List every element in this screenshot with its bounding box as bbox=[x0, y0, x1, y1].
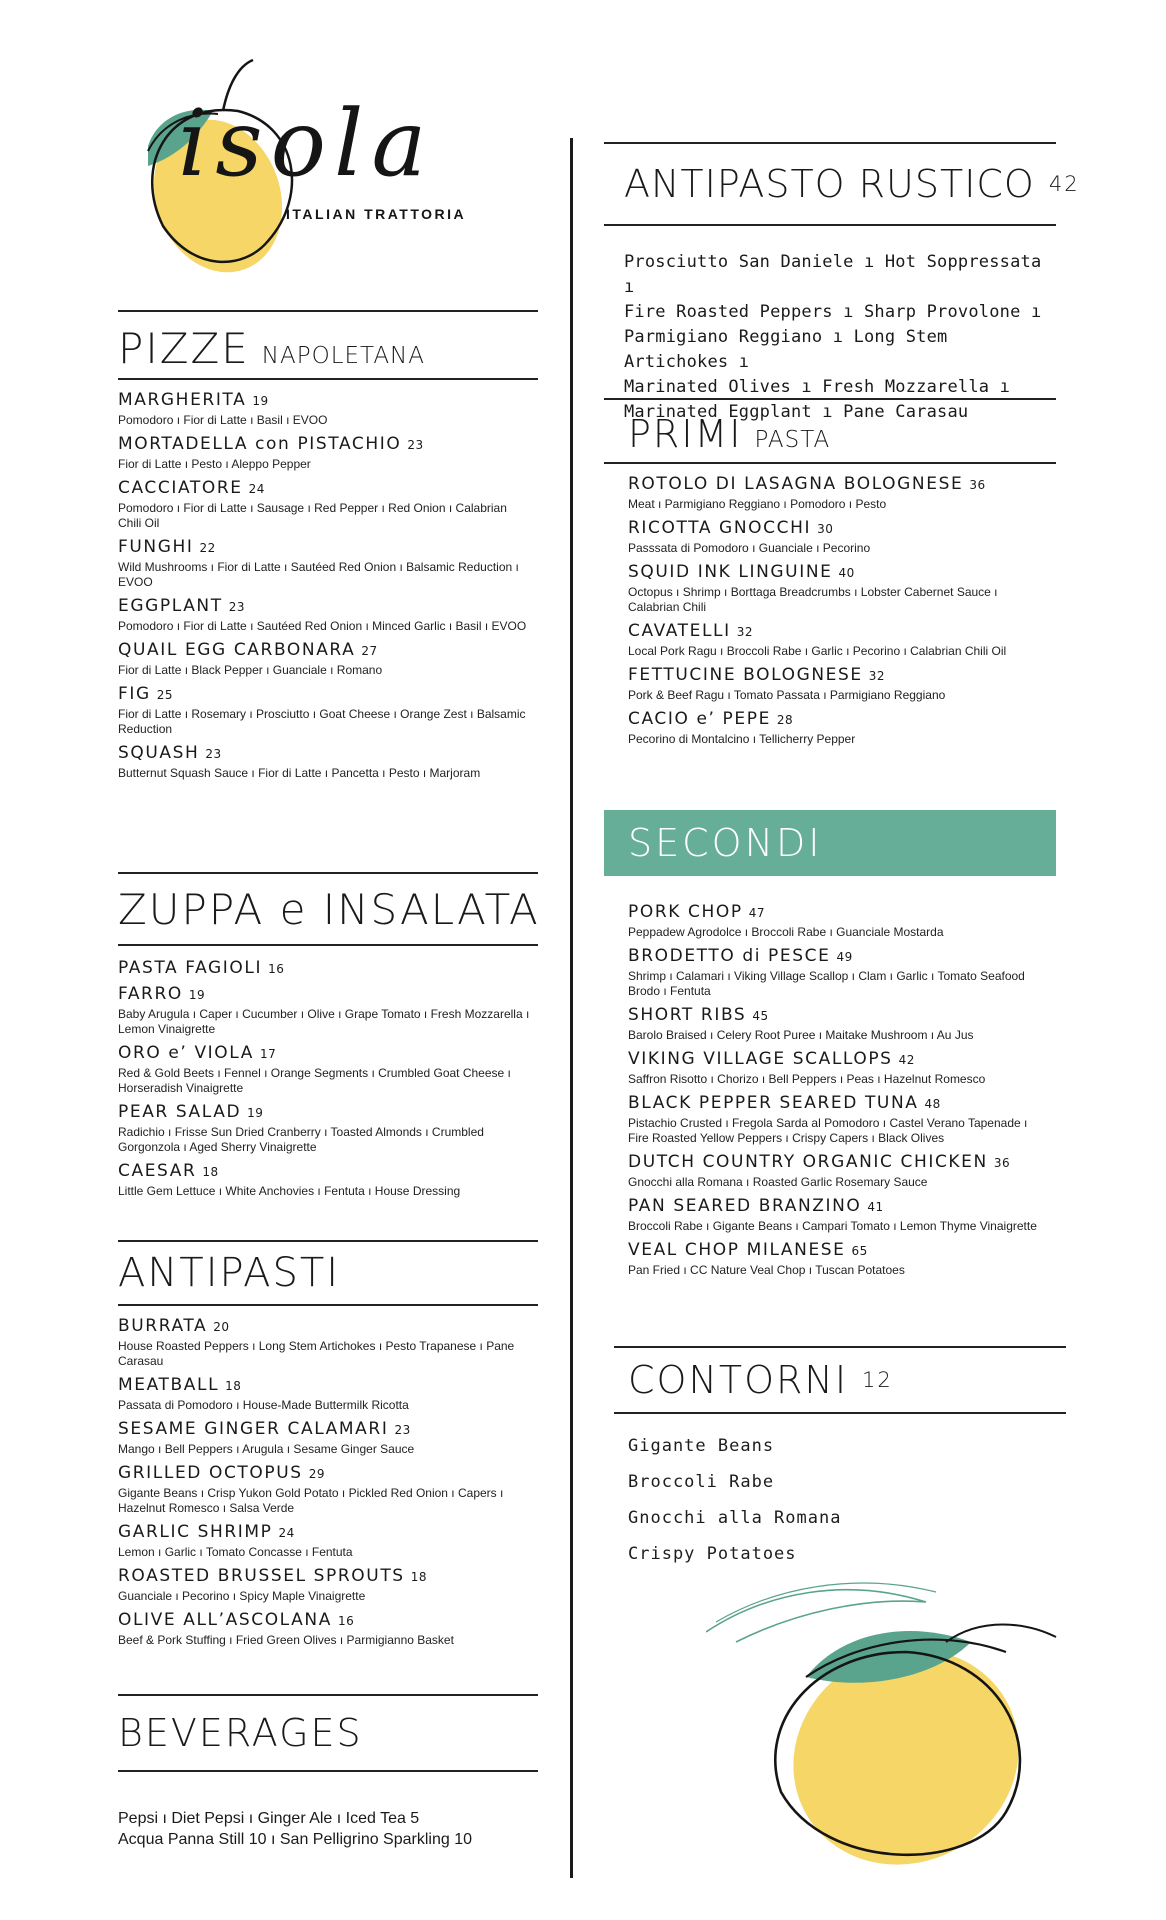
menu-item-price: 23 bbox=[205, 747, 222, 761]
primi-subtitle: PASTA bbox=[754, 427, 831, 453]
menu-item-price: 41 bbox=[867, 1200, 884, 1214]
menu-item-price: 30 bbox=[817, 522, 834, 536]
menu-item-name bbox=[628, 1196, 1056, 1216]
menu-item bbox=[628, 1049, 1056, 1087]
secondi-title: SECONDI bbox=[628, 821, 823, 865]
menu-item-price: 48 bbox=[924, 1097, 941, 1111]
menu-item-description: Pistachio Crusted ı Fregola Sarda al Pomodoro ı Castel Verano Tapenade ı Fire Roasted Yellow Peppers ı Crispy Capers ı Black Olives bbox=[628, 1116, 1028, 1145]
antipasti-header bbox=[118, 1240, 538, 1306]
menu-item-title: MARGHERITA bbox=[118, 390, 247, 410]
pizze-section bbox=[118, 310, 538, 781]
lemon-illustration bbox=[706, 1582, 1096, 1882]
rustico-header bbox=[604, 142, 1080, 226]
rustico-line: Fire Roasted Peppers ı Sharp Provolone ı bbox=[624, 302, 1042, 322]
menu-item-description: Saffron Risotto ı Chorizo ı Bell Peppers ı Peas ı Hazelnut Romesco bbox=[628, 1072, 986, 1086]
menu-item bbox=[118, 1316, 538, 1369]
lemon-illustration-icon bbox=[706, 1582, 1096, 1882]
menu-item-name bbox=[118, 537, 538, 557]
menu-item-title: BURRATA bbox=[118, 1316, 208, 1336]
menu-item-title: FARRO bbox=[118, 984, 183, 1004]
menu-item-title: SQUID INK LINGUINE bbox=[628, 562, 833, 582]
column-divider bbox=[570, 138, 573, 1878]
menu-item-price: 32 bbox=[868, 669, 886, 683]
menu-item-name bbox=[118, 1161, 538, 1181]
rustico-description bbox=[604, 226, 1056, 425]
menu-item-title: BLACK PEPPER SEARED TUNA bbox=[628, 1093, 919, 1113]
antipasti-title: ANTIPASTI bbox=[118, 1250, 341, 1296]
menu-item bbox=[118, 684, 538, 737]
menu-item-name bbox=[118, 958, 538, 978]
menu-item-price: 19 bbox=[247, 1106, 264, 1120]
menu-item-description: Pomodoro ı Fior di Latte ı Basil ı EVOO bbox=[118, 413, 328, 427]
rustico-line: Marinated Olives ı Fresh Mozzarella ı bbox=[624, 377, 1011, 397]
antipasti-section bbox=[118, 1240, 538, 1648]
primi-section bbox=[604, 398, 1056, 747]
menu-item-price: 29 bbox=[308, 1467, 325, 1481]
pizze-subtitle: NAPOLETANA bbox=[261, 343, 425, 369]
menu-item-name bbox=[118, 743, 538, 763]
menu-item-title: PORK CHOP bbox=[628, 902, 743, 922]
menu-item-price: 24 bbox=[248, 482, 265, 496]
brand-tagline: ITALIAN TRATTORIA bbox=[286, 206, 467, 222]
menu-item-price: 20 bbox=[213, 1320, 230, 1334]
menu-item-description: Little Gem Lettuce ı White Anchovies ı Fentuta ı House Dressing bbox=[118, 1184, 461, 1198]
menu-item-description: Local Pork Ragu ı Broccoli Rabe ı Garlic ı Pecorino ı Calabrian Chili Oil bbox=[628, 644, 1007, 658]
menu-item-title: OLIVE ALL’ASCOLANA bbox=[118, 1610, 332, 1630]
menu-item-description: Baby Arugula ı Caper ı Cucumber ı Olive ı Grape Tomato ı Fresh Mozzarella ı Lemon Vinaigrette bbox=[118, 1007, 530, 1036]
menu-item-title: PAN SEARED BRANZINO bbox=[628, 1196, 862, 1216]
menu-item-name bbox=[628, 518, 1056, 538]
menu-item-name bbox=[628, 562, 1056, 582]
menu-item-name bbox=[628, 709, 1056, 729]
menu-item-title: RICOTTA GNOCCHI bbox=[628, 518, 812, 538]
menu-item-description: House Roasted Peppers ı Long Stem Artichokes ı Pesto Trapanese ı Pane Carasau bbox=[118, 1339, 515, 1368]
menu-item-name bbox=[118, 984, 538, 1004]
menu-item-price: 23 bbox=[228, 600, 246, 614]
antipasti-list bbox=[118, 1306, 538, 1648]
beverages-section bbox=[118, 1694, 538, 1850]
menu-item-description: Mango ı Bell Peppers ı Arugula ı Sesame Ginger Sauce bbox=[118, 1442, 415, 1456]
menu-item-title: VIKING VILLAGE SCALLOPS bbox=[628, 1049, 893, 1069]
menu-item-price: 22 bbox=[199, 541, 216, 555]
contorni-item: Crispy Potatoes bbox=[628, 1544, 797, 1564]
secondi-list bbox=[604, 876, 1056, 1278]
menu-item-name bbox=[118, 640, 538, 660]
beverage-line: Acqua Panna Still 10 ı San Pelligrino Sparkling 10 bbox=[118, 1831, 472, 1848]
menu-item bbox=[628, 474, 1056, 512]
beverages-header bbox=[118, 1694, 538, 1772]
zuppa-list bbox=[118, 946, 538, 1199]
menu-item bbox=[118, 1566, 538, 1604]
menu-item-description: Pork & Beef Ragu ı Tomato Passata ı Parmigiano Reggiano bbox=[628, 688, 946, 702]
menu-item-name bbox=[628, 1005, 1056, 1025]
menu-item-price: 65 bbox=[851, 1244, 868, 1258]
menu-item-description: Barolo Braised ı Celery Root Puree ı Maitake Mushroom ı Au Jus bbox=[628, 1028, 974, 1042]
menu-item-title: CACCIATORE bbox=[118, 478, 243, 498]
menu-item bbox=[628, 518, 1056, 556]
menu-item bbox=[118, 1043, 538, 1096]
menu-item-description: Broccoli Rabe ı Gigante Beans ı Campari Tomato ı Lemon Thyme Vinaigrette bbox=[628, 1219, 1037, 1233]
menu-item-title: CACIO e’ PEPE bbox=[628, 709, 771, 729]
menu-item-description: Meat ı Parmigiano Reggiano ı Pomodoro ı Pesto bbox=[628, 497, 887, 511]
menu-item-title: GARLIC SHRIMP bbox=[118, 1522, 273, 1542]
menu-item-description: Passata di Pomodoro ı House-Made Buttermilk Ricotta bbox=[118, 1398, 409, 1412]
menu-item bbox=[118, 958, 538, 978]
menu-item-name bbox=[118, 1316, 538, 1336]
menu-item-price: 28 bbox=[776, 713, 794, 727]
menu-item bbox=[118, 1375, 538, 1413]
menu-item-price: 19 bbox=[252, 394, 269, 408]
menu-item-name bbox=[628, 1049, 1056, 1069]
menu-item-price: 25 bbox=[156, 688, 174, 702]
menu-item-title: PASTA FAGIOLI bbox=[118, 958, 263, 978]
menu-item-name bbox=[628, 474, 1056, 494]
menu-item-title: ROASTED BRUSSEL SPROUTS bbox=[118, 1566, 405, 1586]
menu-item-description: Wild Mushrooms ı Fior di Latte ı Sautéed Red Onion ı Balsamic Reduction ı EVOO bbox=[118, 560, 519, 589]
contorni-price: 12 bbox=[862, 1368, 893, 1392]
menu-item-price: 32 bbox=[736, 625, 754, 639]
menu-item-price: 24 bbox=[278, 1526, 295, 1540]
menu-item-description: Guanciale ı Pecorino ı Spicy Maple Vinaigrette bbox=[118, 1589, 366, 1603]
menu-item-description: Pecorino di Montalcino ı Tellicherry Pepper bbox=[628, 732, 856, 746]
menu-item-price: 36 bbox=[993, 1156, 1011, 1170]
menu-item-price: 23 bbox=[407, 438, 424, 452]
menu-item bbox=[118, 478, 538, 531]
menu-item-description: Fior di Latte ı Rosemary ı Prosciutto ı Goat Cheese ı Orange Zest ı Balsamic Reduction bbox=[118, 707, 526, 736]
menu-item-name bbox=[628, 1093, 1056, 1113]
zuppa-section bbox=[118, 872, 538, 1199]
menu-item-description: Peppadew Agrodolce ı Broccoli Rabe ı Guanciale Mostarda bbox=[628, 925, 944, 939]
menu-item-description: Fior di Latte ı Black Pepper ı Guanciale ı Romano bbox=[118, 663, 383, 677]
primi-header bbox=[604, 398, 1056, 464]
menu-item bbox=[628, 665, 1056, 703]
menu-item bbox=[628, 1152, 1056, 1190]
menu-item bbox=[118, 1610, 538, 1648]
menu-item bbox=[628, 1240, 1056, 1278]
menu-item-price: 23 bbox=[394, 1423, 411, 1437]
menu-item-name bbox=[628, 1240, 1056, 1260]
menu-item-price: 27 bbox=[361, 644, 378, 658]
menu-item-price: 45 bbox=[752, 1009, 769, 1023]
menu-item-name bbox=[118, 1566, 538, 1586]
menu-item bbox=[118, 434, 538, 472]
menu-item-description: Pan Fried ı CC Nature Veal Chop ı Tuscan Potatoes bbox=[628, 1263, 905, 1277]
menu-item-title: MORTADELLA con PISTACHIO bbox=[118, 434, 402, 454]
menu-item-title: PEAR SALAD bbox=[118, 1102, 242, 1122]
menu-item-name bbox=[118, 1522, 538, 1542]
menu-item bbox=[118, 1161, 538, 1199]
menu-item-name bbox=[628, 621, 1056, 641]
primi-list bbox=[604, 464, 1056, 747]
menu-item-description: Pomodoro ı Fior di Latte ı Sausage ı Red Pepper ı Red Onion ı Calabrian Chili Oil bbox=[118, 501, 507, 530]
beverage-line: Pepsi ı Diet Pepsi ı Ginger Ale ı Iced Tea 5 bbox=[118, 1810, 420, 1827]
menu-item-price: 18 bbox=[202, 1165, 219, 1179]
menu-item-description: Butternut Squash Sauce ı Fior di Latte ı Pancetta ı Pesto ı Marjoram bbox=[118, 766, 481, 780]
menu-item-title: EGGPLANT bbox=[118, 596, 223, 616]
menu-item-name bbox=[628, 665, 1056, 685]
menu-item bbox=[118, 596, 538, 634]
menu-item-description: Octopus ı Shrimp ı Borttaga Breadcrumbs ı Lobster Cabernet Sauce ı Calabrian Chili bbox=[628, 585, 998, 614]
rustico-price: 42 bbox=[1048, 172, 1080, 196]
menu-item-name bbox=[118, 478, 538, 498]
menu-item-name bbox=[118, 684, 538, 704]
pizze-title: PIZZE bbox=[118, 324, 250, 373]
menu-item-description: Gigante Beans ı Crisp Yukon Gold Potato ı Pickled Red Onion ı Capers ı Hazelnut Romesco ı Salsa Verde bbox=[118, 1486, 504, 1515]
menu-item bbox=[118, 1419, 538, 1457]
menu-item-description: Lemon ı Garlic ı Tomato Concasse ı Fentuta bbox=[118, 1545, 353, 1559]
menu-item-title: SESAME GINGER CALAMARI bbox=[118, 1419, 389, 1439]
menu-item-price: 16 bbox=[337, 1614, 355, 1628]
menu-item-name bbox=[628, 946, 1056, 966]
menu-item-name bbox=[118, 1102, 538, 1122]
menu-item-name bbox=[628, 1152, 1056, 1172]
menu-item bbox=[118, 1463, 538, 1516]
contorni-item: Gigante Beans bbox=[628, 1436, 775, 1456]
menu-item-description: Passsata di Pomodoro ı Guanciale ı Pecorino bbox=[628, 541, 871, 555]
menu-item-title: BRODETTO di PESCE bbox=[628, 946, 831, 966]
menu-item-title: DUTCH COUNTRY ORGANIC CHICKEN bbox=[628, 1152, 988, 1172]
zuppa-header bbox=[118, 872, 538, 946]
menu-item bbox=[118, 984, 538, 1037]
menu-item-name bbox=[118, 390, 538, 410]
menu-item bbox=[118, 640, 538, 678]
menu-item bbox=[118, 390, 538, 428]
menu-item-price: 18 bbox=[410, 1570, 427, 1584]
menu-item-title: ROTOLO DI LASAGNA BOLOGNESE bbox=[628, 474, 964, 494]
contorni-item: Gnocchi alla Romana bbox=[628, 1508, 842, 1528]
menu-item-description: Fior di Latte ı Pesto ı Aleppo Pepper bbox=[118, 457, 311, 471]
menu-item-title: MEATBALL bbox=[118, 1375, 220, 1395]
menu-item-title: SHORT RIBS bbox=[628, 1005, 747, 1025]
contorni-title: CONTORNI bbox=[628, 1358, 849, 1402]
contorni-item: Broccoli Rabe bbox=[628, 1472, 775, 1492]
menu-item-title: FETTUCINE BOLOGNESE bbox=[628, 665, 863, 685]
zuppa-title: ZUPPA e INSALATA bbox=[118, 884, 540, 934]
menu-item-title: QUAIL EGG CARBONARA bbox=[118, 640, 356, 660]
menu-item-name bbox=[118, 1043, 538, 1063]
beverages-lines bbox=[118, 1772, 538, 1850]
pizze-list bbox=[118, 380, 538, 781]
menu-item-description: Gnocchi alla Romana ı Roasted Garlic Rosemary Sauce bbox=[628, 1175, 928, 1189]
rustico-line: Marinated Eggplant ı Pane Carasau bbox=[624, 402, 969, 422]
menu-item-title: CAVATELLI bbox=[628, 621, 731, 641]
menu-item-price: 16 bbox=[268, 962, 285, 976]
secondi-section bbox=[604, 810, 1056, 1278]
menu-item-description: Red & Gold Beets ı Fennel ı Orange Segments ı Crumbled Goat Cheese ı Horseradish Vinaigrette bbox=[118, 1066, 511, 1095]
menu-item bbox=[628, 709, 1056, 747]
menu-item-title: FIG bbox=[118, 684, 151, 704]
menu-item-price: 18 bbox=[225, 1379, 242, 1393]
menu-item-price: 17 bbox=[259, 1047, 277, 1061]
brand-logo bbox=[128, 56, 488, 286]
menu-item-title: FUNGHI bbox=[118, 537, 194, 557]
rustico-section bbox=[604, 142, 1080, 425]
contorni-list bbox=[614, 1414, 1066, 1572]
menu-item bbox=[118, 743, 538, 781]
brand-name: isola bbox=[178, 90, 435, 197]
menu-item bbox=[118, 1102, 538, 1155]
menu-item bbox=[118, 537, 538, 590]
menu-item bbox=[628, 621, 1056, 659]
menu-item-title: ORO e’ VIOLA bbox=[118, 1043, 254, 1063]
menu-item-description: Beef & Pork Stuffing ı Fried Green Olives ı Parmigianno Basket bbox=[118, 1633, 454, 1647]
menu-item-name bbox=[118, 1419, 538, 1439]
menu-item-name bbox=[118, 1375, 538, 1395]
menu-item bbox=[628, 562, 1056, 615]
menu-item-title: GRILLED OCTOPUS bbox=[118, 1463, 303, 1483]
menu-item bbox=[628, 902, 1056, 940]
menu-item bbox=[628, 946, 1056, 999]
menu-item-price: 36 bbox=[969, 478, 986, 492]
beverages-title: BEVERAGES bbox=[118, 1711, 363, 1755]
menu-item-description: Radichio ı Frisse Sun Dried Cranberry ı Toasted Almonds ı Crumbled Gorgonzola ı Aged Sherry Vinaigrette bbox=[118, 1125, 484, 1154]
rustico-title: ANTIPASTO RUSTICO bbox=[624, 162, 1035, 206]
menu-item-description: Shrimp ı Calamari ı Viking Village Scallop ı Clam ı Garlic ı Tomato Seafood Brodo ı Fentuta bbox=[628, 969, 1025, 998]
menu-item bbox=[628, 1093, 1056, 1146]
menu-item bbox=[118, 1522, 538, 1560]
menu-item-description: Pomodoro ı Fior di Latte ı Sautéed Red Onion ı Minced Garlic ı Basil ı EVOO bbox=[118, 619, 527, 633]
menu-item-name bbox=[118, 1610, 538, 1630]
menu-item-title: SQUASH bbox=[118, 743, 200, 763]
menu-item-price: 40 bbox=[838, 566, 855, 580]
menu-item-title: VEAL CHOP MILANESE bbox=[628, 1240, 846, 1260]
menu-item-title: CAESAR bbox=[118, 1161, 197, 1181]
menu-item-name bbox=[118, 434, 538, 454]
menu-item bbox=[628, 1005, 1056, 1043]
menu-item-price: 47 bbox=[748, 906, 765, 920]
menu-item-price: 42 bbox=[898, 1053, 915, 1067]
secondi-header bbox=[604, 810, 1056, 876]
rustico-line: Prosciutto San Daniele ı Hot Soppressata ı bbox=[624, 252, 1042, 297]
menu-item-name bbox=[118, 1463, 538, 1483]
menu-item-name bbox=[628, 902, 1056, 922]
menu-item-price: 19 bbox=[188, 988, 206, 1002]
menu-item-name bbox=[118, 596, 538, 616]
menu-item bbox=[628, 1196, 1056, 1234]
pizze-header bbox=[118, 310, 538, 380]
contorni-section bbox=[614, 1346, 1066, 1572]
rustico-line: Parmigiano Reggiano ı Long Stem Artichokes ı bbox=[624, 327, 948, 372]
primi-title: PRIMI bbox=[628, 412, 743, 456]
menu-item-price: 49 bbox=[836, 950, 853, 964]
contorni-header bbox=[614, 1346, 1066, 1414]
